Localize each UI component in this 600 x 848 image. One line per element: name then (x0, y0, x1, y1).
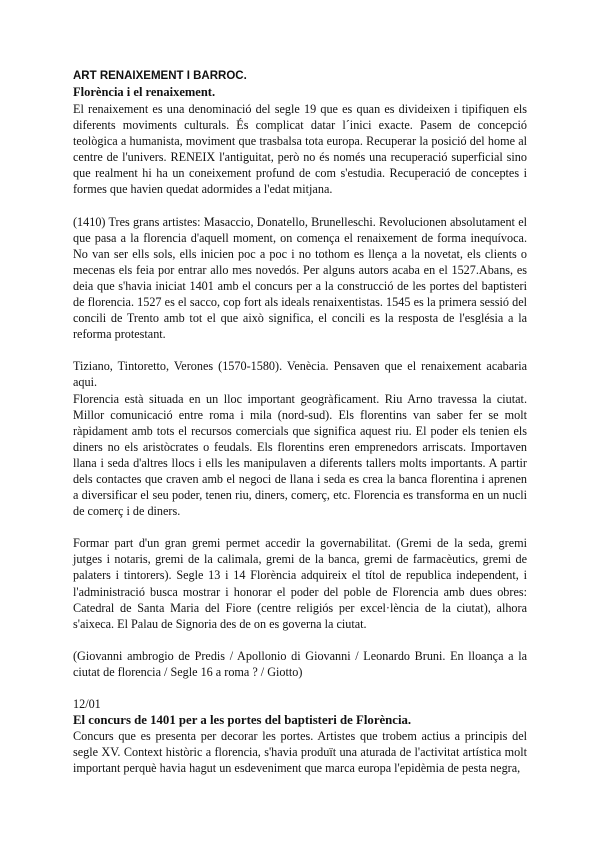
paragraph-tres-grans-artistes: (1410) Tres grans artistes: Masaccio, Donatello, Brunelleschi. Revolucionen absolutament el que pasa a la florencia d'aquell moment, on comença el renaixement de forma inequívoca. No van ser ells sols, ells inicien poc a poc i no tothom es llença a la novetat, els clients o mecenas els feia por entrar allo mes novedós. Per alguns autors acaba en el 1527.Abans, es deia que s'havia iniciat 1401 amb el concurs per a la construcció de les portes del baptisteri de florencia. 1527 es el sacco, cop fort als ideals renaixentistas. 1545 es la primera sessió del concili de Trento amb tot el que això significa, el concili es la resposta de l'església a la reforma protestant. (73, 214, 527, 342)
section-title: El concurs de 1401 per a les portes del baptisteri de Florència. (73, 713, 412, 727)
document-subtitle: Florència i el renaixement. (73, 85, 216, 99)
section-date: 12/01 (73, 697, 101, 711)
document-title: ART RENAIXEMENT I BARROC. (73, 70, 247, 82)
paragraph-venecia: Tiziano, Tintoretto, Verones (1570-1580). Venècia. Pensaven que el renaixement acabaria aqui. (73, 359, 527, 390)
paragraph-artistes-llista: (Giovanni ambrogio de Predis / Apollonio di Giovanni / Leonardo Bruni. En lloança a la ciutat de florencia / Segle 16 a roma ? / Giotto) (73, 648, 527, 679)
paragraph-florencia-situacio: Florencia està situada en un lloc important geogràficament. Riu Arno travessa la ciutat. Millor comunicació entre roma i mila (nord-sud). Els florentins van saber fer se molt ràpidament amb tots el recursos comercials que significa aquest riu. El poder els tenien els diners no els aristòcrates o feudals. Els florentins eren emprenedors arriscats. Importaven llana i seda d'altres llocs i ells les manipulaven a diferents tallers molts importants. A partir dels contactes que craven amb el negoci de llana i seda es crea la banca florentina i aprenen a diversificar el seu poder, tenen riu, diners, comerç, etc. Florencia es transforma en un nucli de comerç i de diners. (73, 391, 527, 519)
paragraph-concurs: Concurs que es presenta per decorar les portes. Artistes que trobem actius a principis del segle XV. Context històric a florencia, s'havia produït una aturada de l'activitat artística molt important perquè havia hagut un esdeveniment que marca europa l'epidèmia de pesta negra, (73, 729, 527, 776)
paragraph-renaixement-intro: El renaixement es una denominació del segle 19 que es quan es divideixen i tipifiquen els diferents moviments culturals. És complicat datar l´inici exacte. Pasem de concepció teològica a humanista, moviment que trasbalsa tota europa. Recuperar la posició del home al centre de l'univers. RENEIX l'antiguitat, però no és només una recuperació superficial sino que realment hi ha un coneixement profund de com s'estudia. Recuperació de conceptes i formes que havien quedat adormides a l'edat mitjana. (73, 102, 527, 197)
paragraph-gremis: Formar part d'un gran gremi permet accedir la governabilitat. (Gremi de la seda, gremi jutges i notaris, gremi de la calimala, gremi de la banca, gremi de farmacèutics, gremi de palaters i tintorers). Segle 13 i 14 Florència adquireix el títol de republica independent, i l'administració busca mostrar i honorar el poder del poble de Florencia amb dues obres: Catedral de Santa Maria del Fiore (centre religiós per excel·lència de la ciutat), alhora s'aixeca. El Palau de Signoria des de on es governa la ciutat. (73, 536, 527, 631)
